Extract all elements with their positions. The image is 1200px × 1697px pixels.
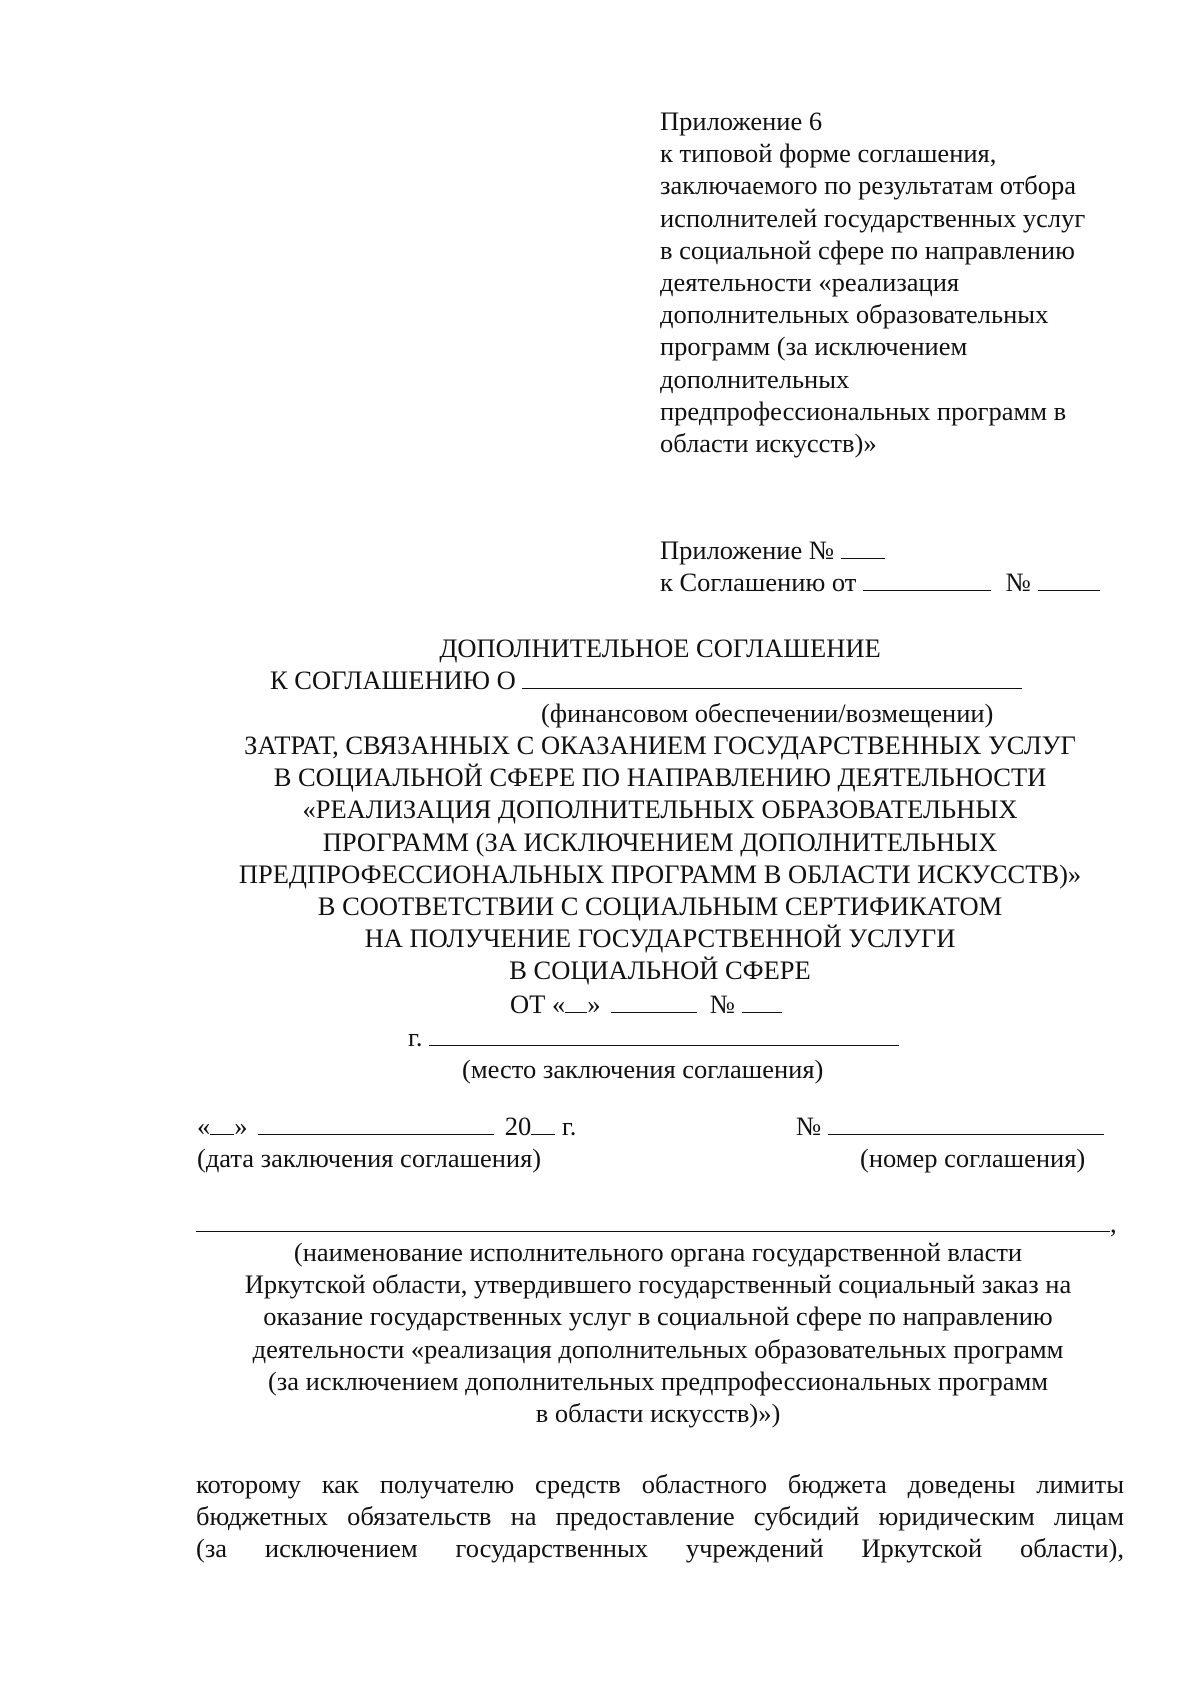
organ-hint-line: деятельности «реализация дополнительных образовательных программ <box>252 1333 1064 1364</box>
appendix-6-line: предпрофессиональных программ в <box>660 395 1067 426</box>
appendix-number-blank <box>841 536 885 559</box>
title-line-1: ДОПОЛНИТЕЛЬНОЕ СОГЛАШЕНИЕ <box>439 633 881 663</box>
title-rest-line: ПРОГРАММ (ЗА ИСКЛЮЧЕНИЕМ ДОПОЛНИТЕЛЬНЫХ <box>322 826 998 857</box>
date-year-prefix: 20 <box>504 1111 532 1141</box>
appendix-6-line: программ (за исключением <box>660 331 968 362</box>
date-open-quote: « <box>197 1111 211 1141</box>
appendix-6-line: деятельности «реализация <box>660 267 960 298</box>
number-sign: № <box>796 1111 822 1141</box>
title-rest-line: «РЕАЛИЗАЦИЯ ДОПОЛНИТЕЛЬНЫХ ОБРАЗОВАТЕЛЬНЫХ <box>302 794 1018 825</box>
title-ot-label: ОТ « <box>510 989 566 1019</box>
title-rest <box>0 729 1200 987</box>
number-hint: (номер соглашения) <box>860 1143 1086 1173</box>
agreement-type-hint: (финансовом обеспечении/возмещении) <box>541 698 994 728</box>
appendix-number-label: Приложение № <box>660 535 835 565</box>
appendix-6-line: в социальной сфере по направлению <box>660 234 1075 265</box>
body-line: (за исключением государственных учреждений Иркутской области), <box>196 1533 1124 1564</box>
date-hint: (дата заключения соглашения) <box>197 1143 542 1173</box>
organ-hint-line: оказание государственных услуг в социальной сфере по направлению <box>263 1301 1053 1332</box>
title-number-blank <box>742 990 782 1013</box>
title-day-blank <box>565 990 587 1013</box>
appendix-6-line: к типовой форме соглашения, <box>660 138 997 169</box>
agreement-from-label: к Соглашению от <box>660 567 857 598</box>
title-rest-line: В СОЦИАЛЬНОЙ СФЕРЕ <box>509 955 811 986</box>
title-line-2 <box>270 664 1022 696</box>
number-blank <box>828 1112 1104 1135</box>
organ-name-blank <box>196 1231 1110 1232</box>
title-rest-line: ПРЕДПРОФЕССИОНАЛЬНЫХ ПРОГРАММ В ОБЛАСТИ ИСКУССТВ)» <box>238 858 1082 889</box>
body-line: которому как получателю средств областного бюджета доведены лимиты <box>196 1469 1124 1499</box>
appendix-6-line: области искусств)» <box>660 428 877 459</box>
appendix-6-line: Приложение 6 <box>660 106 823 136</box>
appendix-6-line: исполнителей государственных услуг <box>660 202 1086 233</box>
title-line-2-text: К СОГЛАШЕНИЮ О <box>270 665 516 695</box>
appendix-number-block <box>660 534 1100 598</box>
agreement-date-blank <box>863 568 991 591</box>
place-blank <box>429 1023 899 1046</box>
title-no-sign: № <box>709 989 735 1019</box>
agreement-type-blank <box>522 666 1022 689</box>
number-row <box>796 1110 1104 1142</box>
agreement-number-blank <box>1038 568 1100 591</box>
appendix-6-line: заключаемого по результатам отбора <box>660 170 1077 201</box>
title-rest-line: НА ПОЛУЧЕНИЕ ГОСУДАРСТВЕННОЙ УСЛУГИ <box>364 923 956 954</box>
title-ot-close: » <box>587 989 601 1019</box>
organ-hint-line: (за исключением дополнительных предпрофессиональных программ <box>267 1365 1049 1396</box>
organ-hint-line: в области искусств)») <box>535 1398 781 1429</box>
date-month-blank <box>258 1112 494 1135</box>
place-hint: (место заключения соглашения) <box>462 1054 824 1084</box>
date-close-quote: » <box>234 1111 248 1141</box>
organ-hint <box>0 1236 1200 1429</box>
date-day-blank <box>210 1112 234 1135</box>
date-row <box>197 1110 576 1142</box>
title-rest-line: В СООТВЕТСТВИИ С СОЦИАЛЬНЫМ СЕРТИФИКАТОМ <box>317 891 1003 922</box>
body-paragraph <box>196 1468 1124 1565</box>
body-line: бюджетных обязательств на предоставление субсидий юридическим лицам <box>196 1501 1124 1532</box>
date-year-suffix: г. <box>561 1111 577 1141</box>
agreement-no-sign: № <box>1005 567 1031 598</box>
place-prefix: г. <box>408 1022 423 1052</box>
organ-hint-line: (наименование исполнительного органа государственной власти <box>293 1237 1023 1267</box>
title-rest-line: В СОЦИАЛЬНОЙ СФЕРЕ ПО НАПРАВЛЕНИЮ ДЕЯТЕЛЬНОСТИ <box>273 762 1047 793</box>
place-line <box>408 1021 899 1053</box>
organ-trailing-comma: , <box>1110 1208 1117 1238</box>
title-date-line <box>510 988 782 1020</box>
appendix-6-line: дополнительных образовательных <box>660 299 1049 330</box>
organ-hint-line: Иркутской области, утвердившего государственный социальный заказ на <box>244 1269 1072 1300</box>
appendix-6-block <box>660 105 1085 459</box>
title-rest-line: ЗАТРАТ, СВЯЗАННЫХ С ОКАЗАНИЕМ ГОСУДАРСТВЕННЫХ УСЛУГ <box>244 730 1076 760</box>
appendix-6-line: дополнительных <box>660 363 850 394</box>
title-month-blank <box>611 990 697 1013</box>
date-year-blank <box>531 1112 555 1135</box>
